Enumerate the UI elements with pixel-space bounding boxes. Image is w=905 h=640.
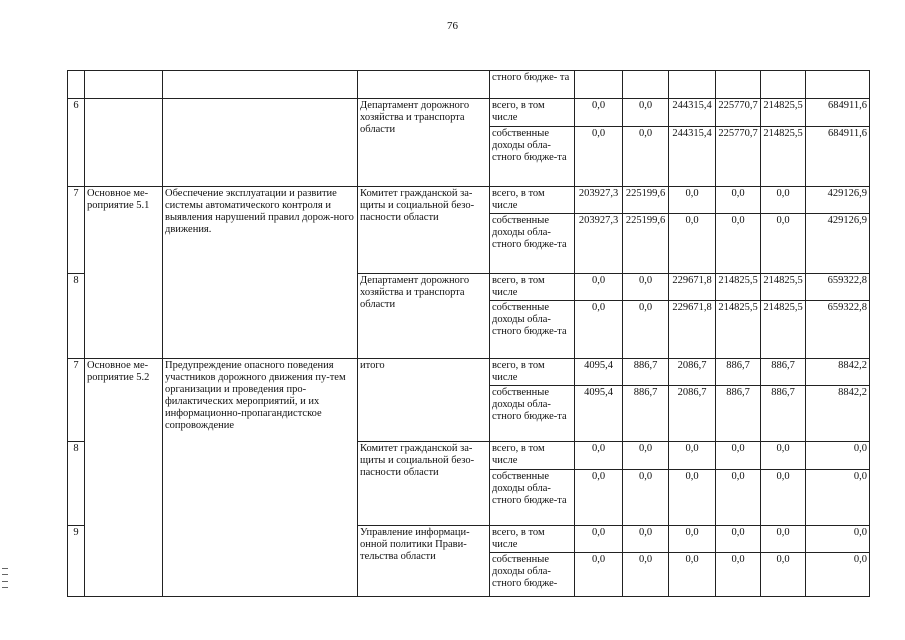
value-cell: 0,0 (623, 127, 669, 187)
funding-source-cell: собственные доходы обла-стного бюдже-та (490, 127, 575, 187)
executor-cell: Комитет гражданской за-щиты и социальной безо-пасности области (358, 187, 490, 274)
value-cell: 0,0 (669, 470, 716, 526)
funding-source-cell: всего, в том числе (490, 99, 575, 127)
description-cell: Предупреждение опасного поведения участников дорожного движения пу-тем организации и проведения про-филактических мероприятий, и их информационно-пропагандистское сопровождение (163, 359, 358, 597)
value-cell: 225770,7 (716, 127, 761, 187)
funding-source-cell: всего, в том числе (490, 359, 575, 386)
value-cell: 0,0 (761, 526, 806, 553)
table-row (68, 71, 870, 99)
description-cell (163, 71, 358, 99)
value-cell: 203927,3 (575, 187, 623, 214)
value-cell: 225199,6 (623, 187, 669, 214)
executor-cell: Управление информаци-онной политики Прави-тельства области (358, 526, 490, 597)
value-cell: 214825,5 (716, 274, 761, 301)
value-cell: 214825,5 (761, 301, 806, 359)
value-cell: 0,0 (623, 553, 669, 597)
value-cell: 0,0 (575, 470, 623, 526)
value-cell: 0,0 (669, 553, 716, 597)
value-cell: 886,7 (761, 386, 806, 442)
value-cell: 4095,4 (575, 386, 623, 442)
funding-source-cell: всего, в том числе (490, 187, 575, 214)
total-value-cell: 8842,2 (806, 359, 870, 386)
value-cell: 0,0 (575, 442, 623, 470)
total-value-cell: 684911,6 (806, 99, 870, 127)
executor-cell: Комитет гражданской за-щиты и социальной безо-пасности области (358, 442, 490, 526)
value-cell: 0,0 (669, 526, 716, 553)
value-cell: 0,0 (623, 470, 669, 526)
row-number-cell: 9 (68, 526, 85, 597)
value-cell: 2086,7 (669, 359, 716, 386)
funding-source-cell: собственные доходы обла-стного бюдже-та (490, 386, 575, 442)
value-cell: 0,0 (761, 214, 806, 274)
value-cell: 0,0 (761, 470, 806, 526)
value-cell (575, 71, 623, 99)
value-cell: 0,0 (716, 187, 761, 214)
funding-source-cell: собственные доходы обла-стного бюдже-та (490, 470, 575, 526)
description-cell (163, 99, 358, 187)
event-cell (85, 99, 163, 187)
value-cell: 0,0 (623, 99, 669, 127)
executor-cell (358, 71, 490, 99)
value-cell: 225199,6 (623, 214, 669, 274)
value-cell: 0,0 (669, 214, 716, 274)
total-value-cell: 659322,8 (806, 301, 870, 359)
scan-margin-mark (2, 568, 8, 588)
funding-source-text: стного бюдже- та (492, 72, 570, 83)
funding-source-cell: собственные доходы обла-стного бюдже-та (490, 301, 575, 359)
value-cell: 2086,7 (669, 386, 716, 442)
executor-cell: итого (358, 359, 490, 442)
value-cell: 0,0 (761, 442, 806, 470)
value-cell: 886,7 (716, 359, 761, 386)
value-cell (761, 71, 806, 99)
row-number-cell: 6 (68, 99, 85, 187)
funding-source-cell: собственные доходы обла-стного бюдже- (490, 553, 575, 597)
value-cell: 0,0 (623, 274, 669, 301)
event-cell (85, 71, 163, 99)
value-cell: 0,0 (575, 127, 623, 187)
value-cell: 0,0 (623, 301, 669, 359)
description-cell: Обеспечение эксплуатации и развитие системы автоматического контроля и выявления нарушений правил дорож-ного движения. (163, 187, 358, 359)
value-cell: 0,0 (761, 187, 806, 214)
table-row (68, 99, 870, 127)
value-cell: 886,7 (623, 359, 669, 386)
value-cell: 886,7 (623, 386, 669, 442)
value-cell (716, 71, 761, 99)
total-value-cell: 0,0 (806, 553, 870, 597)
value-cell: 0,0 (716, 214, 761, 274)
value-cell: 244315,4 (669, 127, 716, 187)
row-number-cell: 7 (68, 359, 85, 442)
value-cell: 4095,4 (575, 359, 623, 386)
row-number-cell: 8 (68, 442, 85, 526)
value-cell: 0,0 (623, 442, 669, 470)
row-number-cell (68, 71, 85, 99)
value-cell: 214825,5 (716, 301, 761, 359)
value-cell: 0,0 (716, 442, 761, 470)
total-value-cell: 0,0 (806, 442, 870, 470)
value-cell: 886,7 (761, 359, 806, 386)
table-row (68, 359, 870, 386)
value-cell: 0,0 (575, 274, 623, 301)
value-cell: 229671,8 (669, 301, 716, 359)
value-cell: 0,0 (575, 553, 623, 597)
funding-source-cell: всего, в том числе (490, 526, 575, 553)
funding-source-cell (490, 71, 575, 99)
total-value-cell: 0,0 (806, 526, 870, 553)
executor-cell: Департамент дорожного хозяйства и транспорта области (358, 274, 490, 359)
total-value-cell: 8842,2 (806, 386, 870, 442)
total-value-cell: 429126,9 (806, 187, 870, 214)
value-cell (669, 71, 716, 99)
value-cell: 214825,5 (761, 127, 806, 187)
value-cell: 203927,3 (575, 214, 623, 274)
value-cell: 0,0 (575, 99, 623, 127)
total-value-cell: 684911,6 (806, 127, 870, 187)
table-row (68, 187, 870, 214)
value-cell: 214825,5 (761, 274, 806, 301)
value-cell: 886,7 (716, 386, 761, 442)
funding-source-cell: всего, в том числе (490, 442, 575, 470)
executor-cell: Департамент дорожного хозяйства и транспорта области (358, 99, 490, 187)
funding-source-cell: всего, в том числе (490, 274, 575, 301)
value-cell: 214825,5 (761, 99, 806, 127)
total-value-cell: 429126,9 (806, 214, 870, 274)
value-cell: 225770,7 (716, 99, 761, 127)
total-value-cell (806, 71, 870, 99)
event-cell: Основное ме-роприятие 5.1 (85, 187, 163, 359)
value-cell: 0,0 (716, 526, 761, 553)
value-cell: 244315,4 (669, 99, 716, 127)
value-cell: 0,0 (761, 553, 806, 597)
value-cell: 229671,8 (669, 274, 716, 301)
value-cell: 0,0 (575, 301, 623, 359)
value-cell: 0,0 (716, 470, 761, 526)
value-cell: 0,0 (716, 553, 761, 597)
total-value-cell: 0,0 (806, 470, 870, 526)
value-cell: 0,0 (669, 187, 716, 214)
row-number-cell: 8 (68, 274, 85, 359)
value-cell: 0,0 (623, 526, 669, 553)
row-number-cell: 7 (68, 187, 85, 274)
total-value-cell: 659322,8 (806, 274, 870, 301)
page-number: 76 (447, 20, 458, 32)
event-cell: Основное ме-роприятие 5.2 (85, 359, 163, 597)
value-cell (623, 71, 669, 99)
budget-table (67, 70, 870, 597)
value-cell: 0,0 (669, 442, 716, 470)
funding-source-cell: собственные доходы обла-стного бюдже-та (490, 214, 575, 274)
value-cell: 0,0 (575, 526, 623, 553)
